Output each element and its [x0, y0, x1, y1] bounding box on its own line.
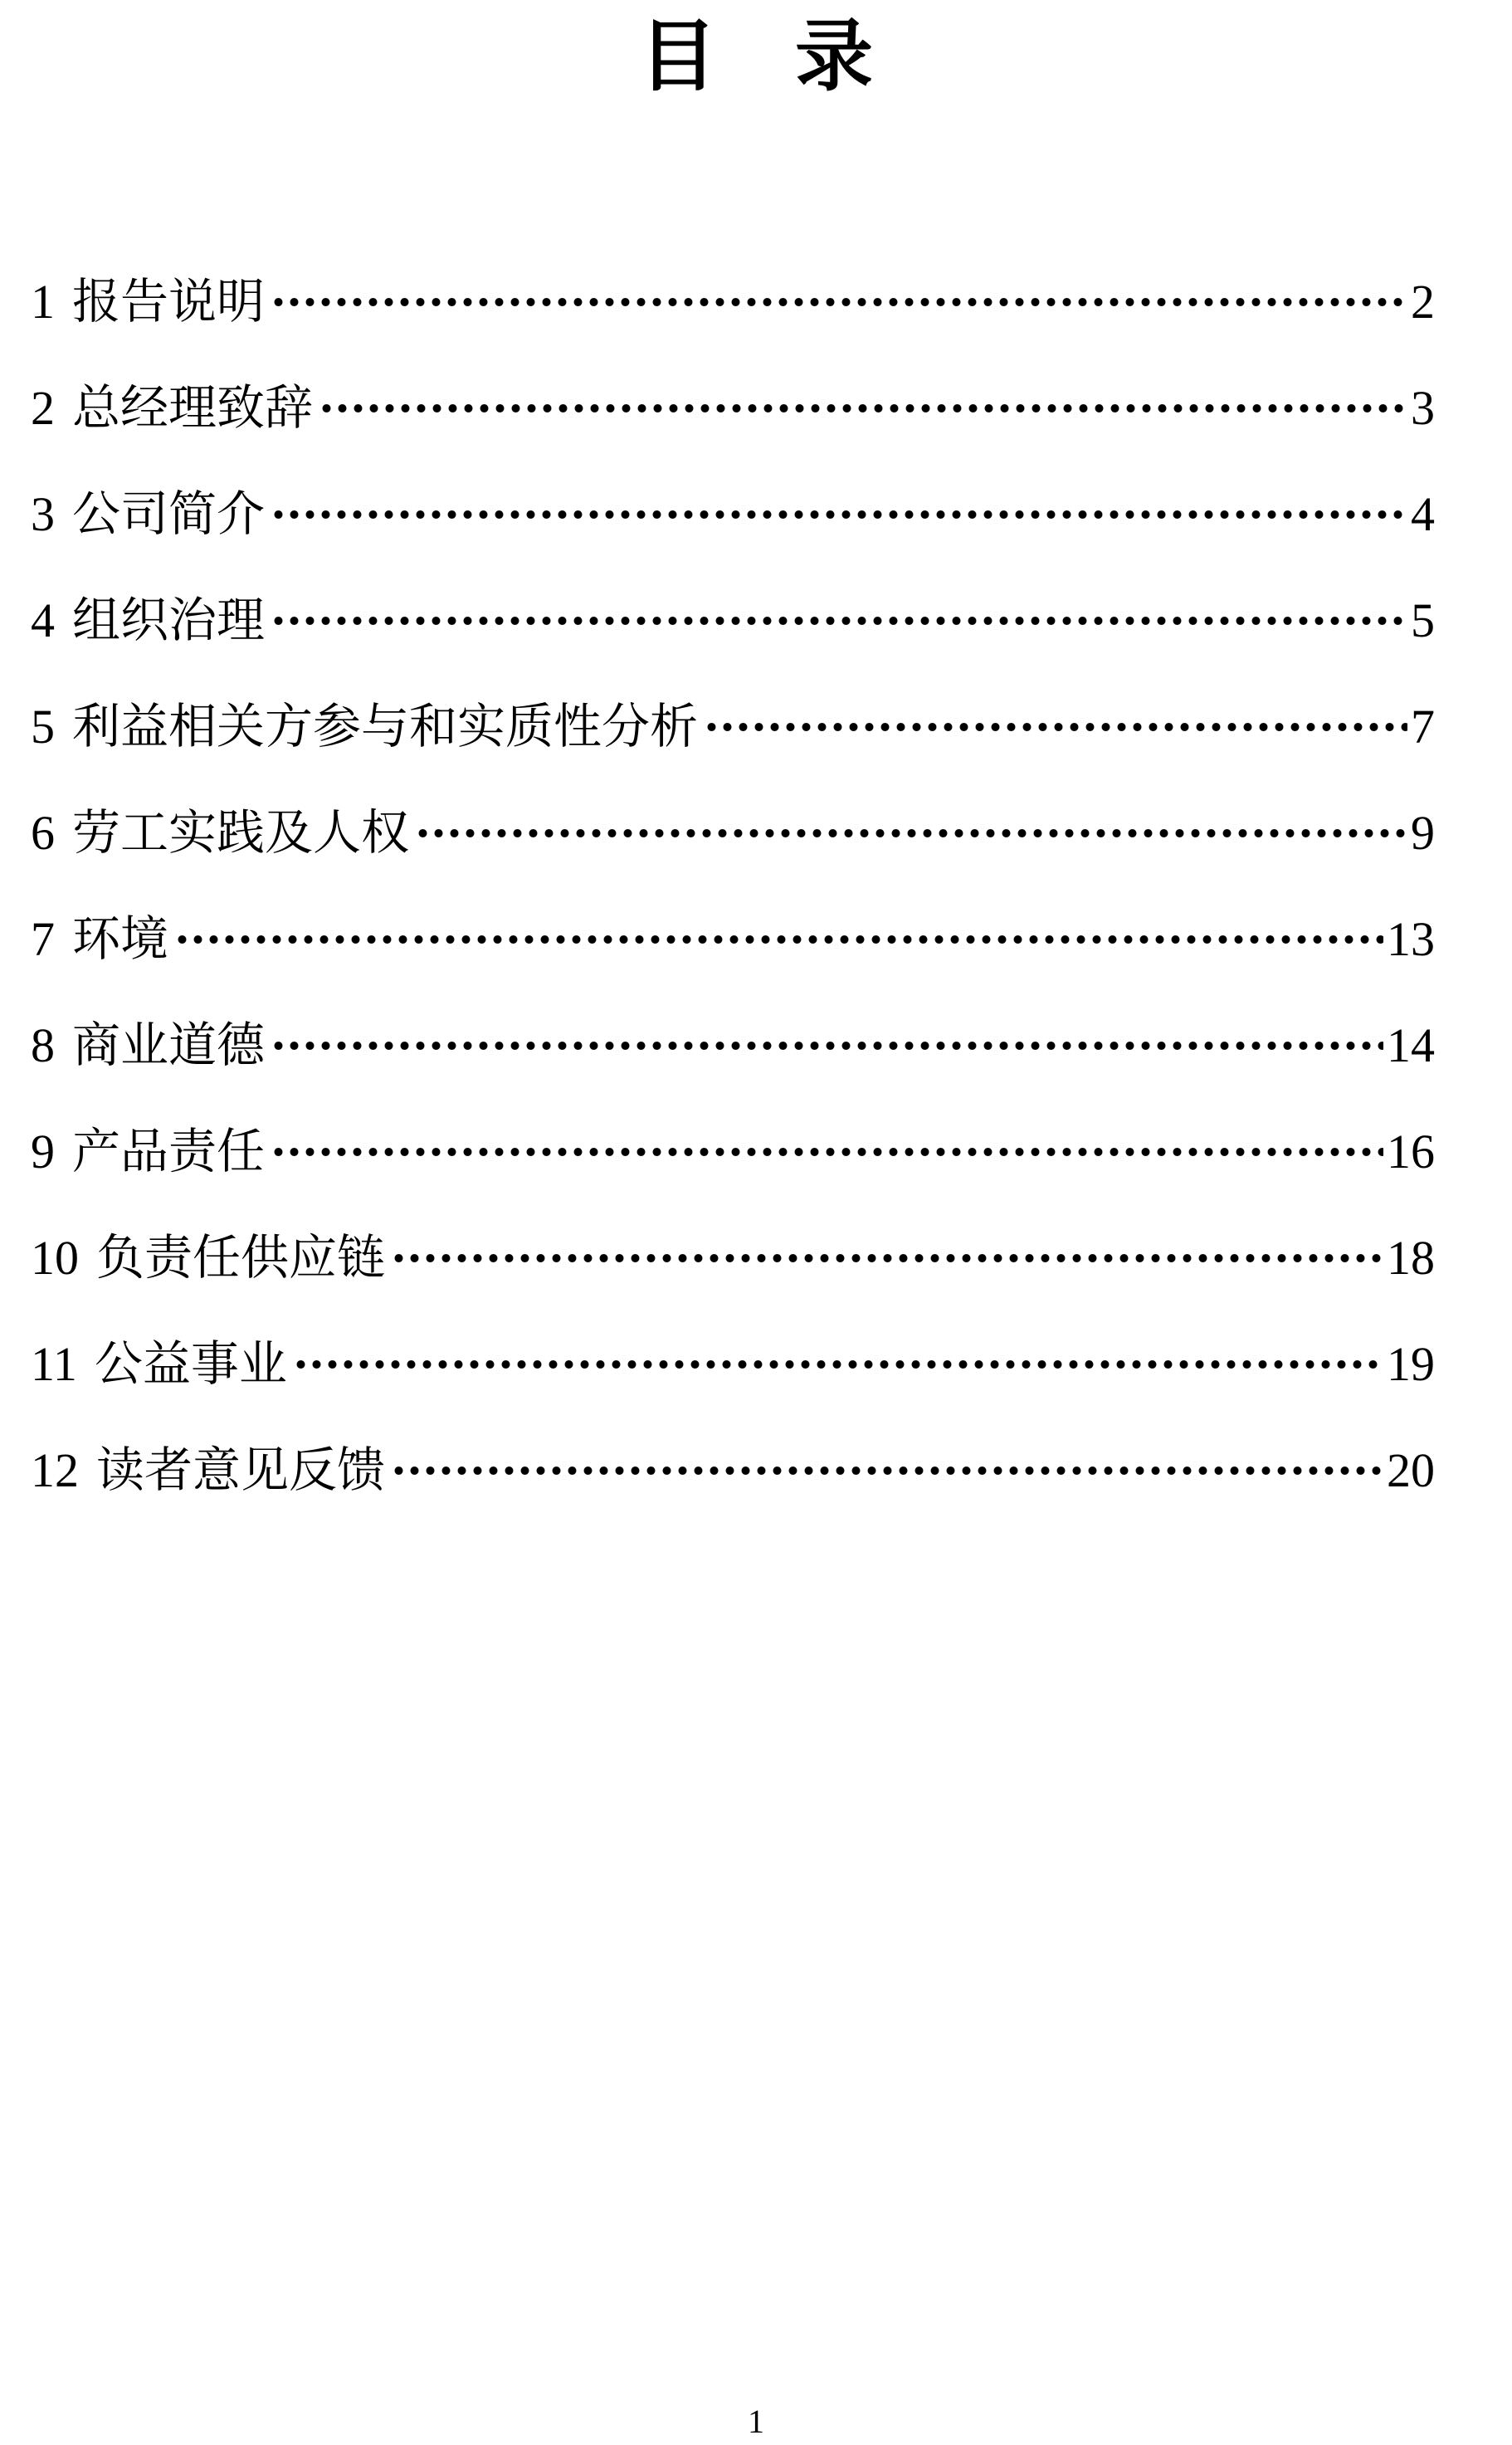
entry-label: 公益事业 — [94, 1337, 287, 1391]
entry-number: 6 — [31, 806, 55, 860]
entry-number: 12 — [31, 1443, 79, 1497]
entry-page-number: 13 — [1387, 912, 1435, 966]
toc-entry — [31, 568, 1435, 674]
toc-entry — [31, 886, 1435, 993]
toc-entry — [31, 1418, 1435, 1524]
dot-leader — [269, 568, 1407, 674]
entry-page-number: 18 — [1387, 1231, 1435, 1285]
entry-label: 负责任供应链 — [96, 1231, 386, 1285]
toc-entry — [31, 1099, 1435, 1205]
entry-page-number: 7 — [1411, 700, 1435, 754]
dot-leader — [702, 674, 1407, 780]
dot-leader — [389, 1205, 1383, 1311]
entry-label: 总经理致辞 — [72, 381, 314, 435]
dot-leader — [269, 461, 1407, 568]
entry-number: 3 — [31, 487, 55, 541]
entry-page-number: 4 — [1411, 487, 1435, 541]
entry-number: 5 — [31, 700, 55, 754]
entry-label: 公司简介 — [72, 487, 266, 541]
entry-label: 读者意见反馈 — [96, 1443, 386, 1497]
entry-label: 环境 — [72, 912, 169, 966]
toc-entry — [31, 1311, 1435, 1418]
entry-number: 9 — [31, 1125, 55, 1179]
entry-number: 10 — [31, 1231, 79, 1285]
toc-entry — [31, 993, 1435, 1099]
entry-label: 组织治理 — [72, 593, 266, 647]
toc-entry — [31, 355, 1435, 461]
dot-leader — [389, 1418, 1383, 1524]
entry-label: 商业道德 — [72, 1018, 266, 1072]
dot-leader — [291, 1311, 1383, 1418]
entry-label: 劳工实践及人权 — [72, 806, 410, 860]
entry-number: 2 — [31, 381, 55, 435]
entry-page-number: 2 — [1411, 275, 1435, 329]
entry-number: 8 — [31, 1018, 55, 1072]
dot-leader — [269, 993, 1383, 1099]
entry-page-number: 19 — [1387, 1337, 1435, 1391]
toc-entry — [31, 780, 1435, 886]
toc — [31, 249, 1435, 1524]
footer-page-number: 1 — [748, 2403, 764, 2440]
dot-leader — [173, 886, 1383, 993]
entry-page-number: 3 — [1411, 381, 1435, 435]
entry-page-number: 16 — [1387, 1125, 1435, 1179]
dot-leader — [269, 249, 1407, 355]
toc-entry — [31, 674, 1435, 780]
entry-number: 7 — [31, 912, 55, 966]
dot-leader — [269, 1099, 1383, 1205]
entry-page-number: 20 — [1387, 1443, 1435, 1497]
dot-leader — [413, 780, 1407, 886]
entry-number: 4 — [31, 593, 55, 647]
page-title: 目 录 — [638, 14, 873, 100]
toc-entry — [31, 1205, 1435, 1311]
toc-entry — [31, 249, 1435, 355]
entry-number: 11 — [31, 1337, 77, 1391]
entry-label: 利益相关方参与和实质性分析 — [72, 700, 699, 754]
entry-page-number: 14 — [1387, 1018, 1435, 1072]
entry-page-number: 5 — [1411, 593, 1435, 647]
dot-leader — [317, 355, 1407, 461]
entry-number: 1 — [31, 275, 55, 329]
entry-page-number: 9 — [1411, 806, 1435, 860]
toc-entry — [31, 461, 1435, 568]
entry-label: 产品责任 — [72, 1125, 266, 1179]
entry-label: 报告说明 — [72, 275, 266, 329]
